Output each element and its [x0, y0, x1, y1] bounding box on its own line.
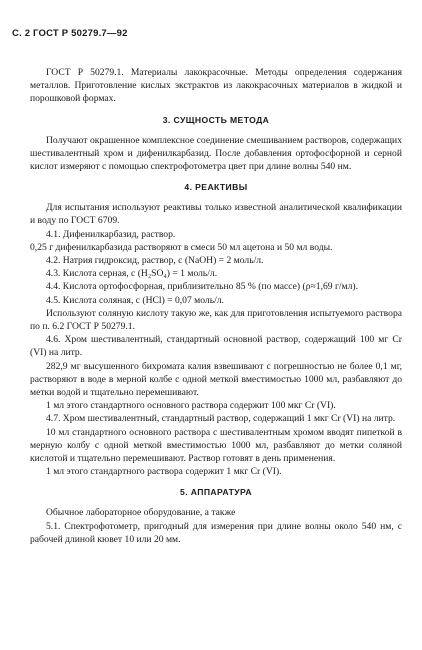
- section-3-paragraph: Получают окрашенное комплексное соединение смешиванием растворов, содержащих шестивалентный хром и дифенилкарбазид. После добавления ортофосфорной и серной кислот измеряют с помощью спектрофотометра цвет при длине волны 540 нм.: [30, 134, 402, 173]
- section-4-paragraph-4: 4.2. Натрия гидроксид, раствор, c (NaOH) = 2 моль/л.: [46, 255, 264, 267]
- section-3-title: 3. СУЩНОСТЬ МЕТОДА: [162, 114, 270, 125]
- section-4-paragraph-5: 4.3. Кислота серная, c (H₂SO₄) = 1 моль/л.: [46, 268, 218, 280]
- section-4-paragraph-13: 10 мл стандартного основного раствора с шестивалентным хромом вводят пипеткой в мерную колбу с одной меткой вместимостью 1000 мл, разбавляют до метки соляной кислотой и тщательно перемешивают. Раствор готовят в день применения.: [30, 426, 402, 465]
- section-4-paragraph-9: 4.6. Хром шестивалентный, стандартный основной раствор, содержащий 100 мг Cr (VI) на литр.: [30, 334, 402, 359]
- section-4-paragraph-2: 4.1. Дифенилкарбазид, раствор.: [46, 228, 176, 240]
- section-5-paragraph-1: Обычное лабораторное оборудование, а также: [46, 507, 236, 519]
- section-4-paragraph-12: 4.7. Хром шестивалентный, стандартный раствор, содержащий 1 мкг Cr (VI) на литр.: [46, 413, 396, 425]
- section-4-paragraph-14: 1 мл этого стандартного раствора содержит 1 мкг Cr (VI).: [46, 466, 282, 478]
- document-body: [30, 66, 402, 546]
- section-5-paragraph-2: 5.1. Спектрофотометр, пригодный для измерения при длине волны около 540 нм, с рабочей длиной кювет 10 или 20 мм.: [30, 520, 402, 545]
- page-header: С. 2 ГОСТ Р 50279.7—92: [12, 28, 128, 39]
- section-4-paragraph-7: 4.5. Кислота соляная, c (HCl) = 0,07 моль/л.: [46, 294, 224, 306]
- section-4-paragraph-10: 282,9 мг высушенного бихромата калия взвешивают с погрешностью не более 0,1 мг, растворяют в воде в мерной колбе с одной меткой вместимостью 1000 мл, разбавляют до метки водой и тщательно перемешивают.: [30, 360, 402, 399]
- section-4-paragraph-11: 1 мл этого стандартного основного раствора содержит 100 мкг Cr (VI).: [46, 400, 336, 412]
- section-4-paragraph-1: Для испытания используют реактивы только известной аналитической квалификации и воду по ГОСТ 6709.: [30, 202, 402, 227]
- section-4-paragraph-6: 4.4. Кислота ортофосфорная, приблизительно 85 % (по массе) (ρ≈1,69 г/мл).: [46, 281, 359, 293]
- section-4-paragraph-8: Используют соляную кислоту такую же, как для приготовления испытуемого раствора по п. 6.2 ГОСТ Р 50279.1.: [30, 307, 402, 333]
- section-5-title: 5. АППАРАТУРА: [180, 487, 252, 498]
- section-4-title: 4. РЕАКТИВЫ: [184, 182, 248, 193]
- intro-paragraph: ГОСТ Р 50279.1. Материалы лакокрасочные. Методы определения содержания металлов. Приготовление кислых экстрактов из лакокрасочных материалов в жидкой и порошковой формах.: [30, 67, 402, 105]
- section-4-paragraph-3: 0,25 г дифенилкарбазида растворяют в смеси 50 мл ацетона и 50 мл воды.: [30, 241, 333, 253]
